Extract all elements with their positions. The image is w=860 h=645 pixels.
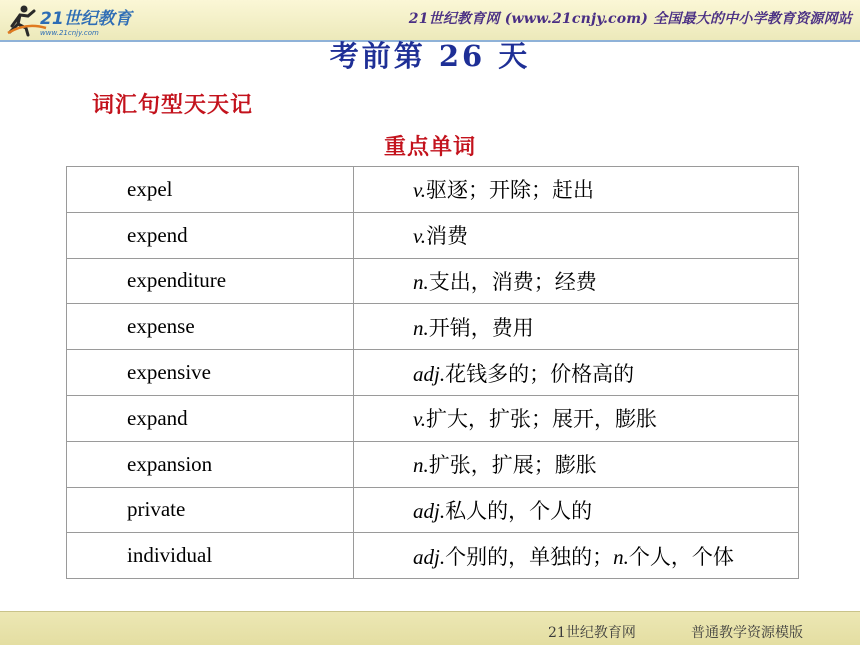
part-of-speech: n. [413,269,429,294]
definition-cell [354,395,799,441]
word-cell: expense [67,304,354,350]
word-cell: expand [67,395,354,441]
part-of-speech: v. [413,407,427,432]
meaning: 扩张，扩展；膨胀 [428,453,597,478]
meaning: 个别的，单独的； [445,544,614,569]
table-row [67,533,799,579]
definition-cell [354,487,799,533]
table-row [67,441,799,487]
part-of-speech: n. [413,315,429,340]
definition-cell [354,533,799,579]
logo-graphic [6,2,146,38]
sub-title: 重点单词 [383,134,476,160]
word-cell: expensive [67,350,354,396]
definition-cell [354,304,799,350]
table-row [67,258,799,304]
meaning-2: 个人，个体 [628,544,734,569]
svg-text:21世纪教育: 21世纪教育 [40,9,132,29]
table-row [67,167,799,213]
footer-site-link[interactable]: 21世纪教育网 [548,625,636,641]
definition-cell [354,258,799,304]
vocab-table [66,166,799,579]
definition-cell [354,441,799,487]
definition-cell [354,350,799,396]
definition-cell [354,167,799,213]
svg-text:www.21cnjy.com: www.21cnjy.com [40,29,99,37]
word-cell: private [67,487,354,533]
part-of-speech: v. [413,224,427,249]
section-title: 词汇句型天天记 [92,92,254,118]
table-row [67,212,799,258]
table-row [67,350,799,396]
meaning: 花钱多的；价格高的 [445,361,635,386]
table-row [67,304,799,350]
word-cell: expend [67,212,354,258]
meaning: 支出，消费；经费 [428,269,597,294]
part-of-speech: n. [413,453,429,478]
table-row [67,395,799,441]
meaning: 开销，费用 [428,315,534,340]
word-cell: expel [67,167,354,213]
meaning: 驱逐；开除；赶出 [426,178,595,203]
part-of-speech: adj. [413,361,446,386]
site-banner: 21世纪教育网 (www.21cnjy.com) 全国最大的中小学教育资源网站 [408,11,852,27]
word-cell: expansion [67,441,354,487]
part-of-speech: adj. [413,544,446,569]
meaning: 私人的，个人的 [445,498,593,523]
part-of-speech: adj. [413,498,446,523]
meaning: 扩大，扩张；展开，膨胀 [426,407,658,432]
footer-template-label: 普通教学资源模版 [691,625,803,641]
table-row [67,487,799,533]
meaning: 消费 [426,224,469,249]
page-title: 考前第 26 天 [329,39,531,73]
definition-cell [354,212,799,258]
word-cell: individual [67,533,354,579]
part-of-speech: v. [413,178,427,203]
site-logo[interactable] [6,2,146,38]
word-cell: expenditure [67,258,354,304]
part-of-speech-2: n. [613,544,629,569]
